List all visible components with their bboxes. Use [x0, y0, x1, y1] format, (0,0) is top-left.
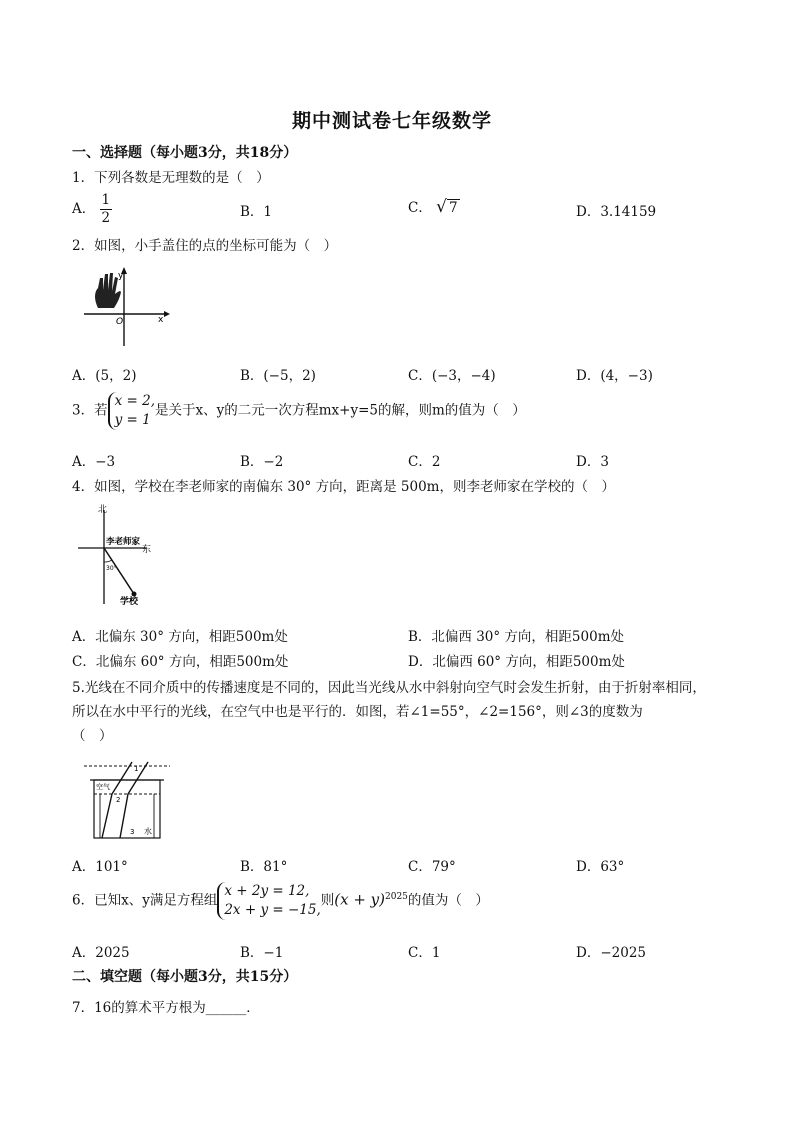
q5-option-a: A．101°: [72, 859, 128, 875]
q4-option-d: D．北偏西 60° 方向，相距500m处: [408, 654, 625, 670]
fig-angle-label: 30°: [106, 565, 117, 572]
fig-x-label: x: [158, 315, 164, 325]
fig-angle-3-label: 3: [130, 828, 135, 836]
q6-option-c: C．1: [408, 945, 441, 961]
equation-system: x = 2, y = 1: [108, 392, 155, 430]
fig-angle-2-label: 2: [116, 796, 121, 804]
equation-system: x + 2y = 12, 2x + y = −15,: [217, 882, 320, 920]
q1-option-d: D．3.14159: [576, 204, 657, 220]
q3-option-c: C．2: [408, 454, 441, 470]
section-fill-heading: 二、填空题（每小题3分，共15分）: [72, 969, 298, 985]
fig-air-label: 空气: [96, 783, 110, 791]
q5-option-c: C．79°: [408, 859, 456, 875]
q6-option-d: D．−2025: [576, 945, 646, 961]
q5-option-b: B．81°: [240, 859, 288, 875]
q2-option-c: C．(−3，−4): [408, 368, 496, 384]
question-6-stem: 6．已知x、y满足方程组 x + 2y = 12, 2x + y = −15, 则$(x + y)^{2025}$的值为（ ）: [72, 883, 489, 918]
q5-option-d: D．63°: [576, 859, 625, 875]
q6-option-b: B．−1: [240, 945, 284, 961]
section-choice-heading: 一、选择题（每小题3分，共18分）: [72, 145, 298, 161]
q4-option-a: A．北偏东 30° 方向，相距500m处: [72, 629, 288, 645]
q6-option-a: A．2025: [72, 945, 130, 961]
fig-origin-label: O: [116, 317, 124, 327]
q2-option-d: D．(4，−3): [576, 368, 653, 384]
question-4-stem: 4．如图，学校在李老师家的南偏东 30° 方向，距离是 500m，则李老师家在学校的（ ）: [72, 479, 615, 495]
fig-east-label: 东: [142, 545, 152, 555]
fig-school-label: 学校: [120, 597, 139, 607]
q1-option-c: C． √ 7: [408, 197, 458, 217]
question-5-line-3: （ ）: [72, 728, 113, 744]
question-3-stem: 3．若 x = 2, y = 1 是关于x、y的二元一次方程mx+y=5的解，则m的值为（ ）: [72, 393, 526, 428]
question-5-line-2: 所以在水中平行的光线，在空气中也是平行的．如图，若∠1=55°，∠2=156°，则∠3的度数为: [72, 704, 643, 720]
fig-home-label: 李老师家: [106, 537, 141, 547]
q2-option-b: B．(−5，2): [240, 368, 316, 384]
q4-direction-figure: [76, 502, 162, 608]
question-2-stem: 2．如图，小手盖住的点的坐标可能为（ ）: [72, 238, 338, 254]
q4-option-c: C．北偏东 60° 方向，相距500m处: [72, 654, 289, 670]
sqrt-icon: √: [436, 197, 447, 217]
fraction: $\frac{1}{2}$: [101, 192, 111, 226]
q1-option-a: [72, 192, 112, 227]
question-1-stem: 1．下列各数是无理数的是（ ）: [72, 170, 270, 186]
q4-option-b: B．北偏西 30° 方向，相距500m处: [408, 629, 624, 645]
q3-option-a: A．−3: [72, 454, 116, 470]
question-5-line-1: 5.光线在不同介质中的传播速度是不同的，因此当光线从水中斜射向空气时会发生折射，由于折射率相同，: [72, 680, 706, 696]
fig-angle-1-label: 1: [134, 765, 139, 773]
q2-option-a: A．(5，2): [72, 368, 137, 384]
fig-north-label: 北: [98, 505, 108, 515]
q1-option-b: B．1: [240, 204, 273, 220]
page-title: 期中测试卷七年级数学: [292, 110, 493, 132]
fig-y-label: y: [118, 271, 124, 281]
q1-option-a-label: A．: [72, 201, 96, 217]
q3-option-b: B．−2: [240, 454, 284, 470]
q5-refraction-figure: [82, 758, 172, 842]
q3-option-d: D．3: [576, 454, 609, 470]
question-7-stem: 7．16的算术平方根为______．: [72, 1000, 260, 1016]
fig-water-label: 水: [144, 827, 152, 836]
q2-coordinate-figure: [80, 264, 172, 350]
